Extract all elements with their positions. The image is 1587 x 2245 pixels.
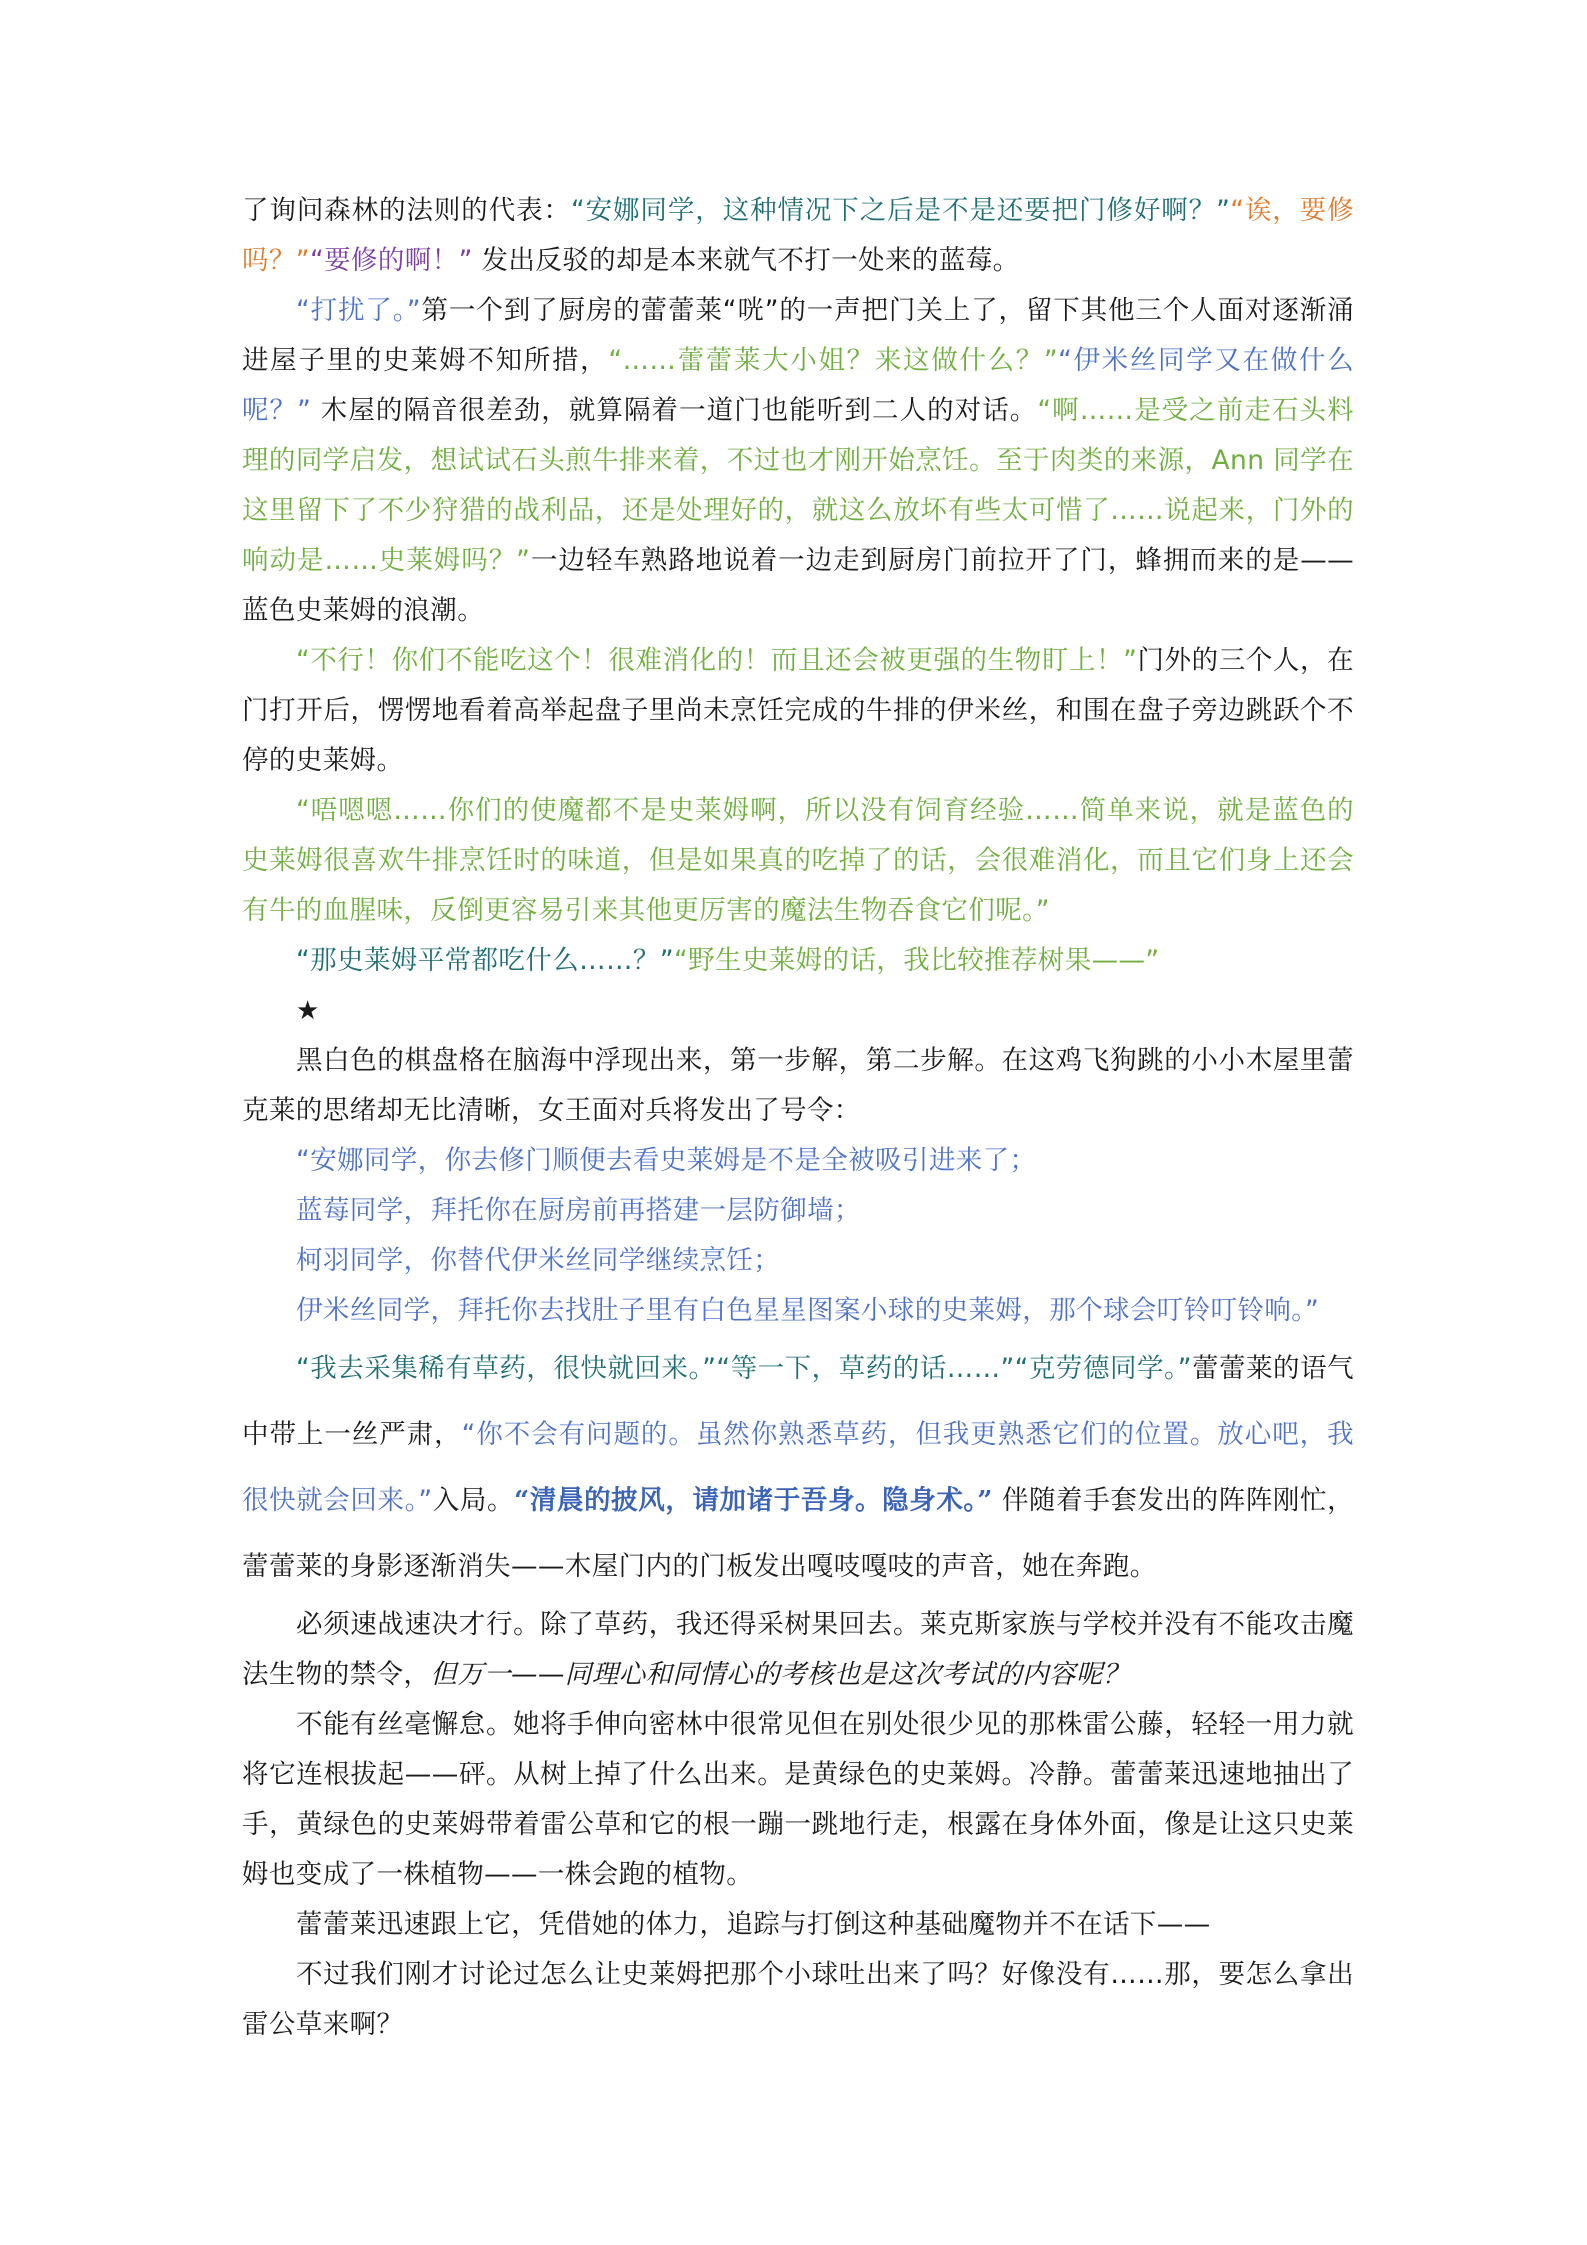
narration: 木屋的隔音很差劲，就算隔着一道门也能听到二人的对话。 — [320, 395, 1038, 426]
dialogue-quote: “等一下，草药的话……” — [716, 1353, 1015, 1384]
narration: 发出反驳的却是本来就气不打一处来的蓝莓。 — [481, 245, 1020, 276]
paragraph-2 — [242, 286, 1354, 636]
dialogue-quote: “唔嗯嗯……你们的使魔都不是史莱姆啊，所以没有饲育经验……简单来说，就是蓝色的史莱姆很喜欢牛排烹饪时的味道，但是如果真的吃掉了的话，会很难消化，而且它们身上还会有牛的血腥味，反倒更容易引来其他更厉害的魔法生物吞食它们呢。” — [242, 795, 1354, 926]
paragraph-4 — [242, 786, 1354, 936]
order-line: 伊米丝同学，拜托你去找肚子里有白色星星图案小球的史莱姆，那个球会叮铃叮铃响。” — [296, 1295, 1320, 1326]
dialogue-quote: “诶，要修吗？” — [242, 195, 1354, 276]
dialogue-quote: “安娜同学，这种情况下之后是不是还要把门修好啊？” — [570, 195, 1231, 226]
paragraph-3 — [242, 636, 1354, 786]
dialogue-quote: “那史莱姆平常都吃什么……？” — [296, 945, 674, 976]
narration: 第一个到了厨房的蕾蕾莱“咣”的一声把门关上了，留下其他三个人面对逐渐涌进屋子里的史莱姆不知所措， — [242, 295, 1354, 376]
paragraph-9 — [242, 1700, 1354, 1900]
scene-break-star — [242, 986, 1354, 1036]
paragraph-10 — [242, 1900, 1354, 1950]
dialogue-quote: “要修的啊！” — [309, 245, 473, 276]
order-line: 柯羽同学，你替代伊米丝同学继续烹饪； — [296, 1245, 781, 1276]
dialogue-quote: “……蕾蕾莱大小姐？来这做什么？” — [608, 345, 1059, 376]
star-icon: ★ — [296, 996, 320, 1026]
inner-thought: 但万一——同理心和同情心的考核也是这次考试的内容呢？ — [430, 1659, 1130, 1690]
dialogue-quote: “我去采集稀有草药，很快就回来。” — [296, 1353, 717, 1384]
order-line: “安娜同学，你去修门顺便去看史莱姆是不是全被吸引进来了； — [296, 1145, 1037, 1176]
narration: 蕾蕾莱迅速跟上它，凭借她的体力，追踪与打倒这种基础魔物并不在话下—— — [296, 1909, 1211, 1940]
dialogue-quote: “你不会有问题的。虽然你熟悉草药，但我更熟悉它们的位置。放心吧，我很快就会回来。” — [242, 1419, 1354, 1516]
narration: 一边轻车熟路地说着一边走到厨房门前拉开了门，蜂拥而来的是——蓝色史莱姆的浪潮。 — [242, 545, 1354, 626]
paragraph-1 — [242, 186, 1354, 286]
document-body — [242, 186, 1354, 2050]
spell-incantation: “清晨的披风，请加诸于吾身。隐身术。” — [514, 1485, 993, 1516]
paragraph-11 — [242, 1950, 1354, 2050]
dialogue-quote: “啊……是受之前走石头料理的同学启发，想试试石头煎牛排来着，不过也才刚开始烹饪。至于肉类的来源，Ann 同学在这里留下了不少狩猎的战利品，还是处理好的，就这么放坏有些太可惜了……说起来，门外的响动是……史莱姆吗？” — [242, 395, 1355, 576]
narration: 黑白色的棋盘格在脑海中浮现出来，第一步解，第二步解。在这鸡飞狗跳的小小木屋里蕾克莱的思绪却无比清晰，女王面对兵将发出了号令： — [242, 1045, 1354, 1126]
paragraph-8 — [242, 1600, 1354, 1700]
orders-block — [242, 1136, 1354, 1336]
paragraph-5 — [242, 936, 1354, 986]
narration: 入局。 — [432, 1485, 515, 1516]
narration: 不能有丝毫懈怠。她将手伸向密林中很常见但在别处很少见的那株雷公藤，轻轻一用力就将它连根拔起——砰。从树上掉了什么出来。是黄绿色的史莱姆。冷静。蕾蕾莱迅速地抽出了手，黄绿色的史莱姆带着雷公草和它的根一蹦一跳地行走，根露在身体外面，像是让这只史莱姆也变成了一株植物——一株会跑的植物。 — [242, 1709, 1354, 1890]
dialogue-quote: “伊米丝同学又在做什么呢？” — [242, 345, 1354, 426]
paragraph-6 — [242, 1036, 1354, 1136]
narration: 蕾蕾莱的语气中带上一丝严肃， — [242, 1353, 1354, 1450]
narration: 不过我们刚才讨论过怎么让史莱姆把那个小球吐出来了吗？好像没有……那，要怎么拿出雷公草来啊？ — [242, 1959, 1354, 2040]
narration: 门外的三个人，在门打开后，愣愣地看着高举起盘子里尚未烹饪完成的牛排的伊米丝，和围在盘子旁边跳跃个不停的史莱姆。 — [242, 645, 1354, 776]
dialogue-quote: “打扰了。” — [296, 295, 422, 326]
narration: 伴随着手套发出的阵阵刚忙，蕾蕾莱的身影逐渐消失——木屋门内的门板发出嘎吱嘎吱的声音，她在奔跑。 — [242, 1485, 1355, 1582]
narration: 必须速战速决才行。除了草药，我还得采树果回去。莱克斯家族与学校并没有不能攻击魔法生物的禁令， — [242, 1609, 1354, 1690]
narration: 了询问森林的法则的代表： — [242, 195, 571, 226]
paragraph-7 — [242, 1336, 1354, 1600]
dialogue-quote: “不行！你们不能吃这个！很难消化的！而且还会被更强的生物盯上！” — [296, 645, 1138, 676]
dialogue-quote: “野生史莱姆的话，我比较推荐树果——” — [673, 945, 1160, 976]
dialogue-quote: “克劳德同学。” — [1014, 1353, 1192, 1384]
order-line: 蓝莓同学，拜托你在厨房前再搭建一层防御墙； — [296, 1195, 861, 1226]
